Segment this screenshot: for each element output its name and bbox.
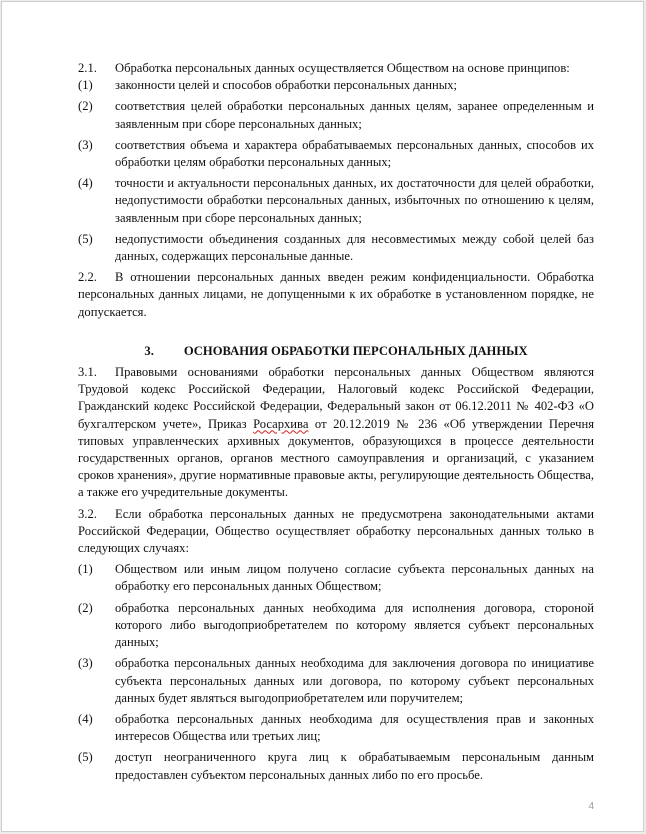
document-page	[1, 1, 644, 832]
list-item-number: (1)	[78, 562, 93, 577]
list-item-text: обработка персональных данных необходима для заключения договора по инициативе субъекта персональных данных или договора, по которому субъект персональных данных будет являться выгодоприобретателем или поручителем;	[115, 656, 594, 705]
list-item	[78, 655, 594, 707]
clause-2-2	[78, 269, 594, 321]
list-item-number: (2)	[78, 600, 93, 615]
clause-3-2	[78, 506, 594, 558]
list-item-number: (4)	[78, 176, 93, 191]
list-item-text: обработка персональных данных необходима для исполнения договора, стороной которого либо выгодоприобретателем по которому является субъект персональных данных;	[115, 600, 594, 650]
clause-number: 2.1.	[78, 61, 97, 75]
clause-3-1	[78, 364, 594, 502]
list-item-text: Обществом или иным лицом получено согласие субъекта персональных данных на обработку его персональных данных Обществом;	[115, 562, 594, 594]
clause-number: 3.1.	[78, 365, 97, 380]
clause-text: Обработка персональных данных осуществляется Обществом на основе принципов:	[115, 61, 570, 75]
clause-number: 2.2.	[78, 270, 97, 285]
clause-text: В отношении персональных данных введен режим конфиденциальности. Обработка персональных данных лицами, не допущенными к их обработке в установленном порядке, не допускается.	[78, 270, 594, 319]
list-item-number: (5)	[78, 750, 93, 765]
clause-number: 3.2.	[78, 506, 97, 521]
list-item	[78, 77, 594, 94]
list-item-text: соответствия целей обработки персональных данных целям, заранее определенным и заявленным при сборе персональных данных;	[115, 99, 594, 131]
list-item	[78, 231, 594, 265]
page-number: 4	[588, 801, 594, 812]
spellcheck-marked-word[interactable]: Росархива	[253, 416, 309, 431]
clause-text-part: от 20.12.2019 № 236 «Об утверждении Перечня типовых управленческих архивных документов, образующихся в процессе деятельности государственных органов, органов местного самоуправления и организаций, с указанием сроков хранения», другие нормативные правовые акты, регулирующие деятельность Общества, а также его учредительные документы.	[78, 416, 594, 500]
list-item	[78, 137, 594, 171]
list-item-text: соответствия объема и характера обрабатываемых персональных данных, способов их обработки целям обработки персональных данных;	[115, 137, 594, 170]
list-item	[78, 175, 594, 227]
section-number: 3.	[144, 343, 154, 358]
section-heading	[78, 343, 594, 360]
list-item	[78, 98, 594, 132]
list-item	[78, 561, 594, 595]
principles-list	[78, 77, 594, 265]
list-item	[78, 711, 594, 745]
clause-2-1	[78, 60, 594, 77]
clause-text: Если обработка персональных данных не предусмотрена законодательными актами Российской Федерации, Общество осуществляет обработку персональных данных только в следующих случаях:	[78, 506, 594, 556]
list-item-text: доступ неограниченного круга лиц к обрабатываемым персональным данным предоставлен субъектом персональных данных либо по его просьбе.	[115, 750, 594, 782]
section-title: ОСНОВАНИЯ ОБРАБОТКИ ПЕРСОНАЛЬНЫХ ДАННЫХ	[183, 343, 528, 358]
list-item	[78, 749, 594, 783]
list-item	[78, 600, 594, 652]
list-item-text: обработка персональных данных необходима для осуществления прав и законных интересов Общества или третьих лиц;	[115, 711, 594, 744]
list-item-number: (3)	[78, 656, 93, 671]
list-item-text: недопустимости объединения созданных для несовместимых между собой целей баз данных, содержащих персональные данные.	[115, 231, 594, 264]
list-item-number: (4)	[78, 711, 93, 726]
cases-list	[78, 561, 594, 783]
list-item-number: (2)	[78, 99, 93, 114]
list-item-number: (3)	[78, 137, 93, 152]
list-item-number: (1)	[78, 78, 93, 93]
document-content	[78, 60, 594, 784]
list-item-number: (5)	[78, 231, 93, 246]
clause-text-part: Правовыми основаниями обработки персональных данных Обществом являются Трудовой кодекс Российской Федерации, Налоговый кодекс Российской Федерации, Гражданский кодекс Российской Федерации, Федеральный закон от 06.12.2011 № 402-ФЗ «О бухгалтерском учете», Приказ	[78, 365, 594, 431]
list-item-text: точности и актуальности персональных данных, их достаточности для целей обработки, недопустимости обработки персональных данных, избыточных по отношению к целям, заявленным при сборе персональных данных;	[115, 176, 594, 225]
list-item-text: законности целей и способов обработки персональных данных;	[115, 78, 458, 93]
